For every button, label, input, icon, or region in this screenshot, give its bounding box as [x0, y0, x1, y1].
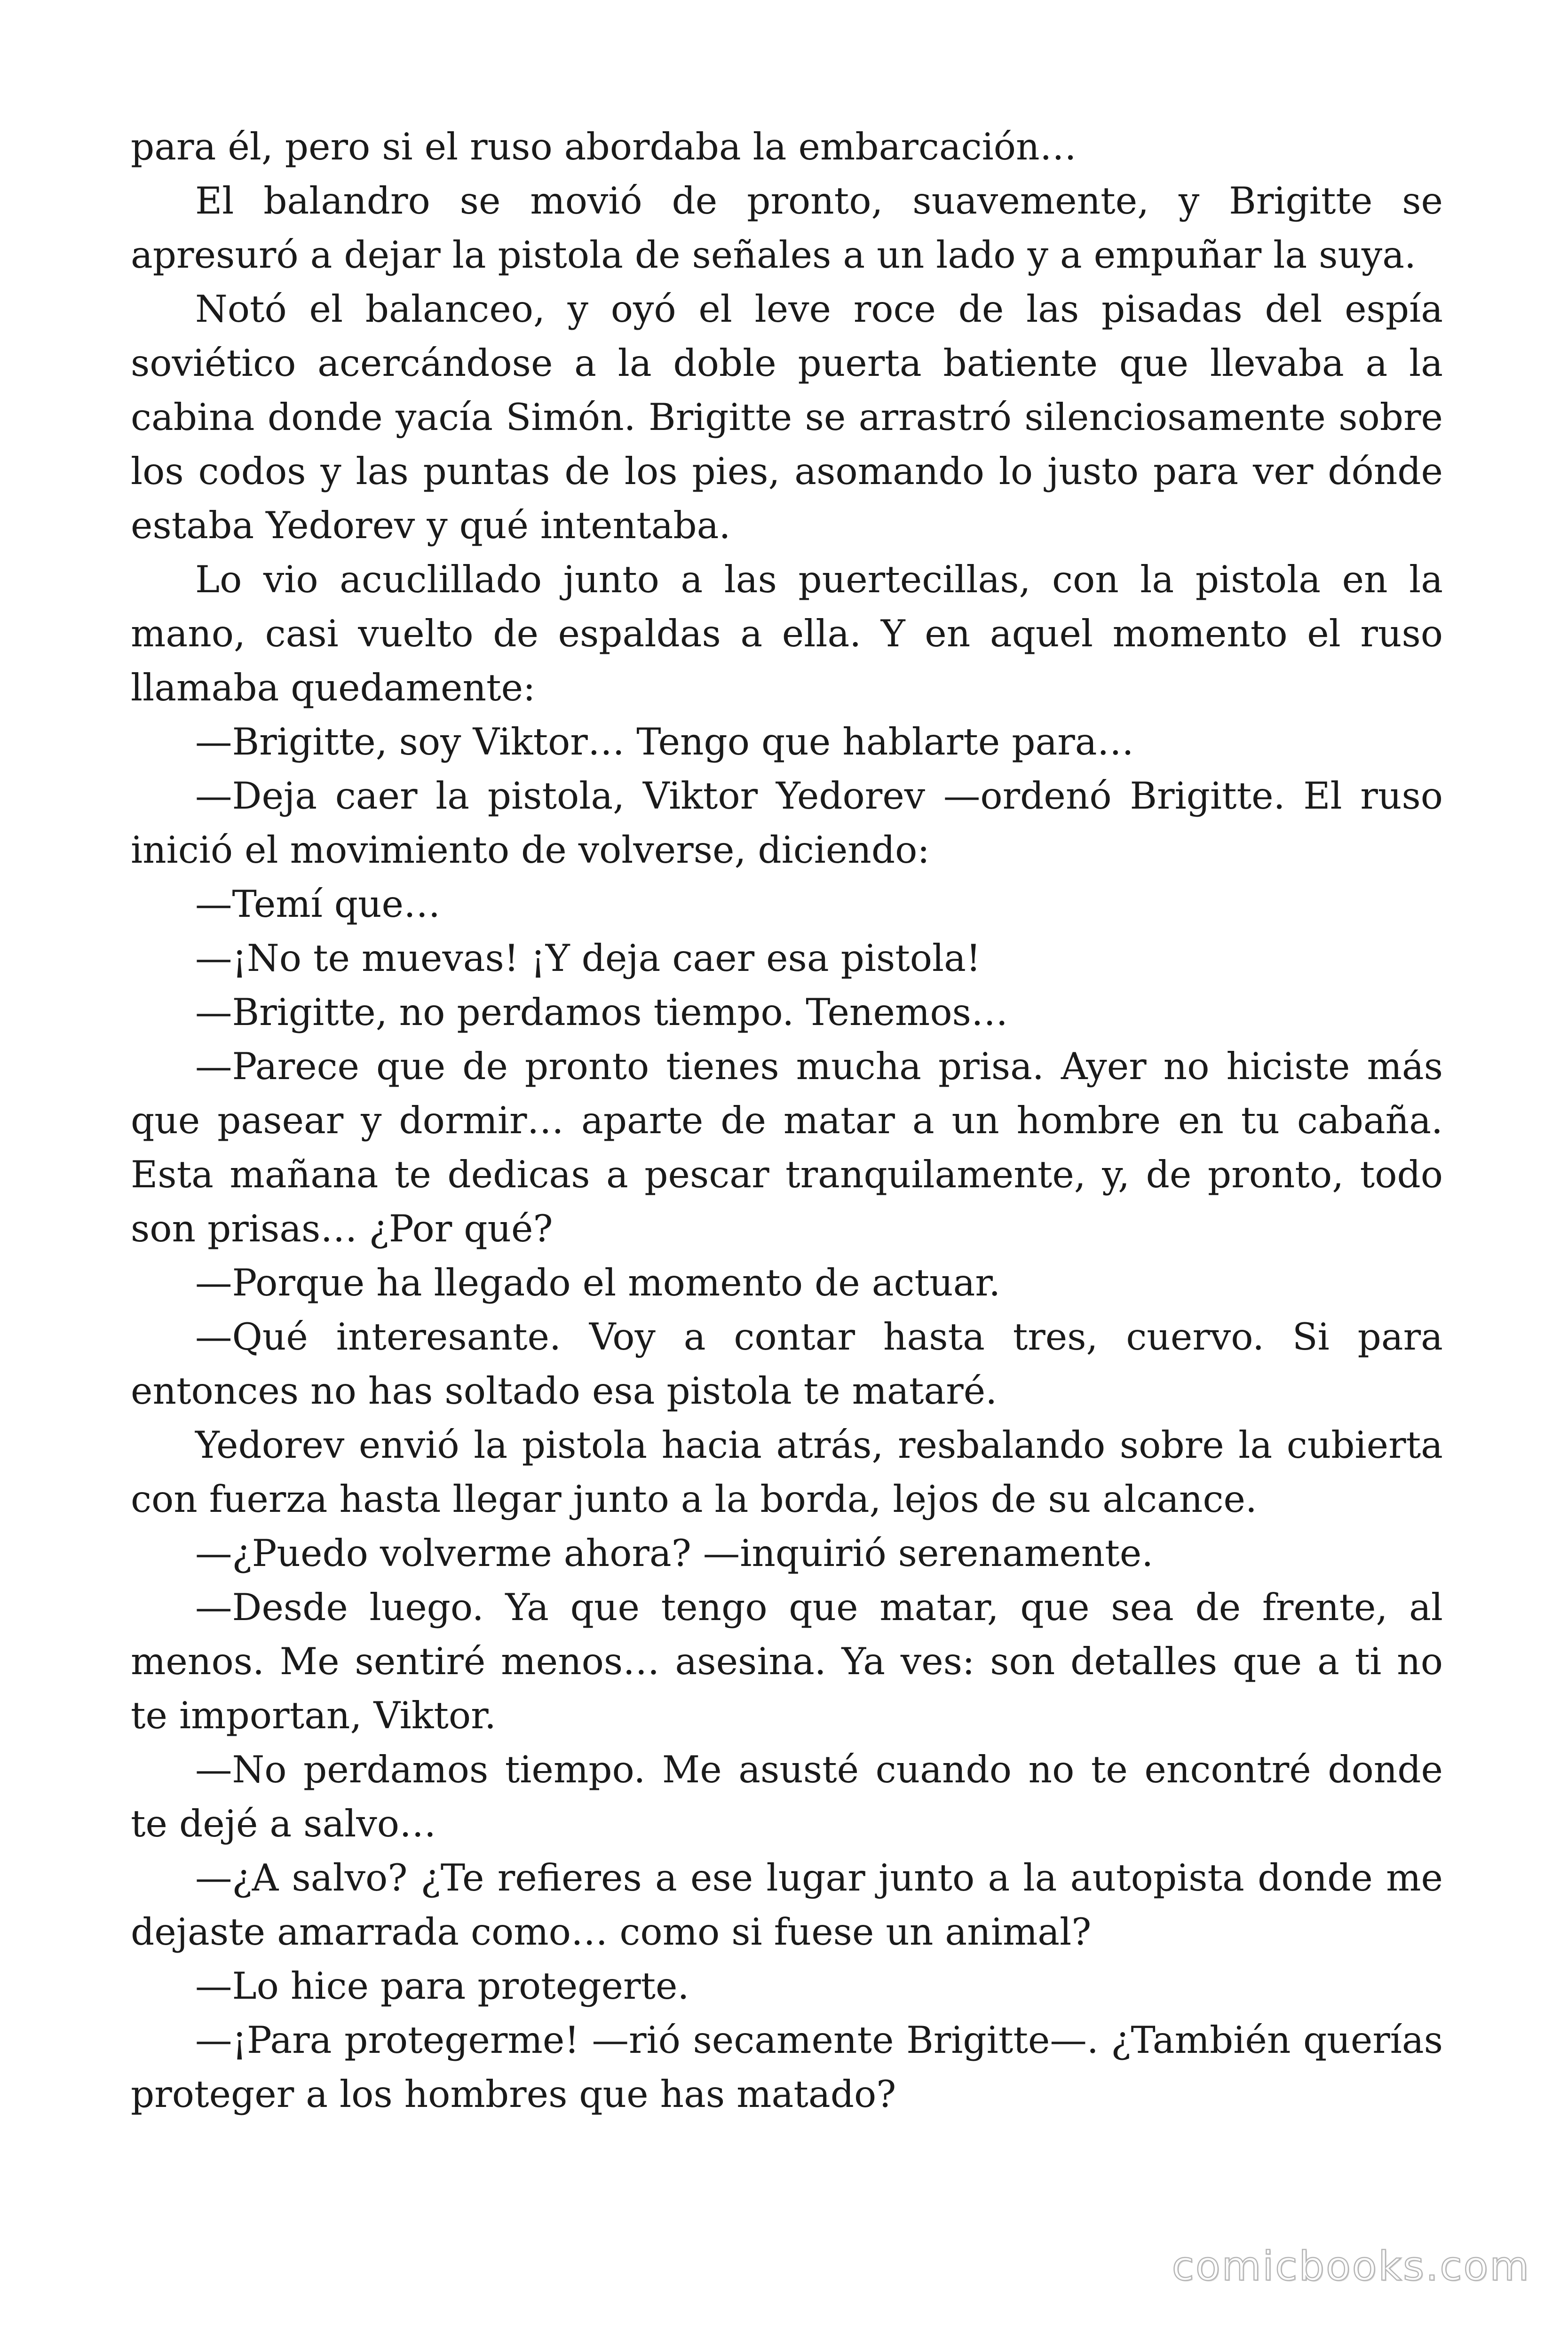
dialogue-line: —Qué interesante. Voy a contar hasta tres, cuervo. Si para entonces no has soltado esa pistola te mataré. — [131, 1315, 1443, 1413]
dialogue-line: —Brigitte, no perdamos tiempo. Tenemos… — [195, 991, 1008, 1034]
paragraph: Lo vio acuclillado junto a las puertecillas, con la pistola en la mano, casi vuelto de espaldas a ella. Y en aquel momento el ruso llamaba quedamente: — [131, 558, 1443, 709]
dialogue-line: —¿A salvo? ¿Te refieres a ese lugar junto a la autopista donde me dejaste amarrada como… como si fuese un animal? — [131, 1856, 1443, 1954]
document-body — [131, 120, 1443, 2122]
dialogue-line: —¿Puedo volverme ahora? —inquirió serenamente. — [195, 1532, 1154, 1575]
dialogue-line: —¡Para protegerme! —rió secamente Brigitte—. ¿También querías proteger a los hombres que has matado? — [131, 2018, 1443, 2116]
paragraph: Yedorev envió la pistola hacia atrás, resbalando sobre la cubierta con fuerza hasta llegar junto a la borda, lejos de su alcance. — [131, 1423, 1443, 1521]
dialogue-line: —Deja caer la pistola, Viktor Yedorev —ordenó Brigitte. El ruso inició el movimiento de volverse, diciendo: — [131, 774, 1443, 872]
paragraph: El balandro se movió de pronto, suavemente, y Brigitte se apresuró a dejar la pistola de señales a un lado y a empuñar la suya. — [131, 179, 1443, 277]
watermark: comicbooks.com — [1172, 2243, 1530, 2290]
dialogue-line: —Lo hice para protegerte. — [195, 1964, 689, 2008]
dialogue-line: —Porque ha llegado el momento de actuar. — [195, 1261, 1001, 1304]
dialogue-line: —Desde luego. Ya que tengo que matar, que sea de frente, al menos. Me sentiré menos… asesina. Ya ves: son detalles que a ti no te importan, Viktor. — [131, 1586, 1443, 1737]
dialogue-line: —¡No te muevas! ¡Y deja caer esa pistola! — [195, 937, 981, 980]
dialogue-line: —Parece que de pronto tienes mucha prisa. Ayer no hiciste más que pasear y dormir… aparte de matar a un hombre en tu cabaña. Esta mañana te dedicas a pescar tranquilamente, y, de pronto, todo son prisas… ¿Por qué? — [131, 1045, 1443, 1250]
paragraph: Notó el balanceo, y oyó el leve roce de las pisadas del espía soviético acercándose a la doble puerta batiente que llevaba a la cabina donde yacía Simón. Brigitte se arrastró silenciosamente sobre los codos y las puntas de los pies, asomando lo justo para ver dónde estaba Yedorev y qué intentaba. — [131, 287, 1443, 547]
dialogue-line: —Brigitte, soy Viktor… Tengo que hablarte para… — [195, 720, 1134, 763]
dialogue-line: —Temí que… — [195, 882, 441, 926]
paragraph: para él, pero si el ruso abordaba la embarcación… — [131, 125, 1077, 168]
dialogue-line: —No perdamos tiempo. Me asusté cuando no te encontré donde te dejé a salvo… — [131, 1748, 1443, 1845]
